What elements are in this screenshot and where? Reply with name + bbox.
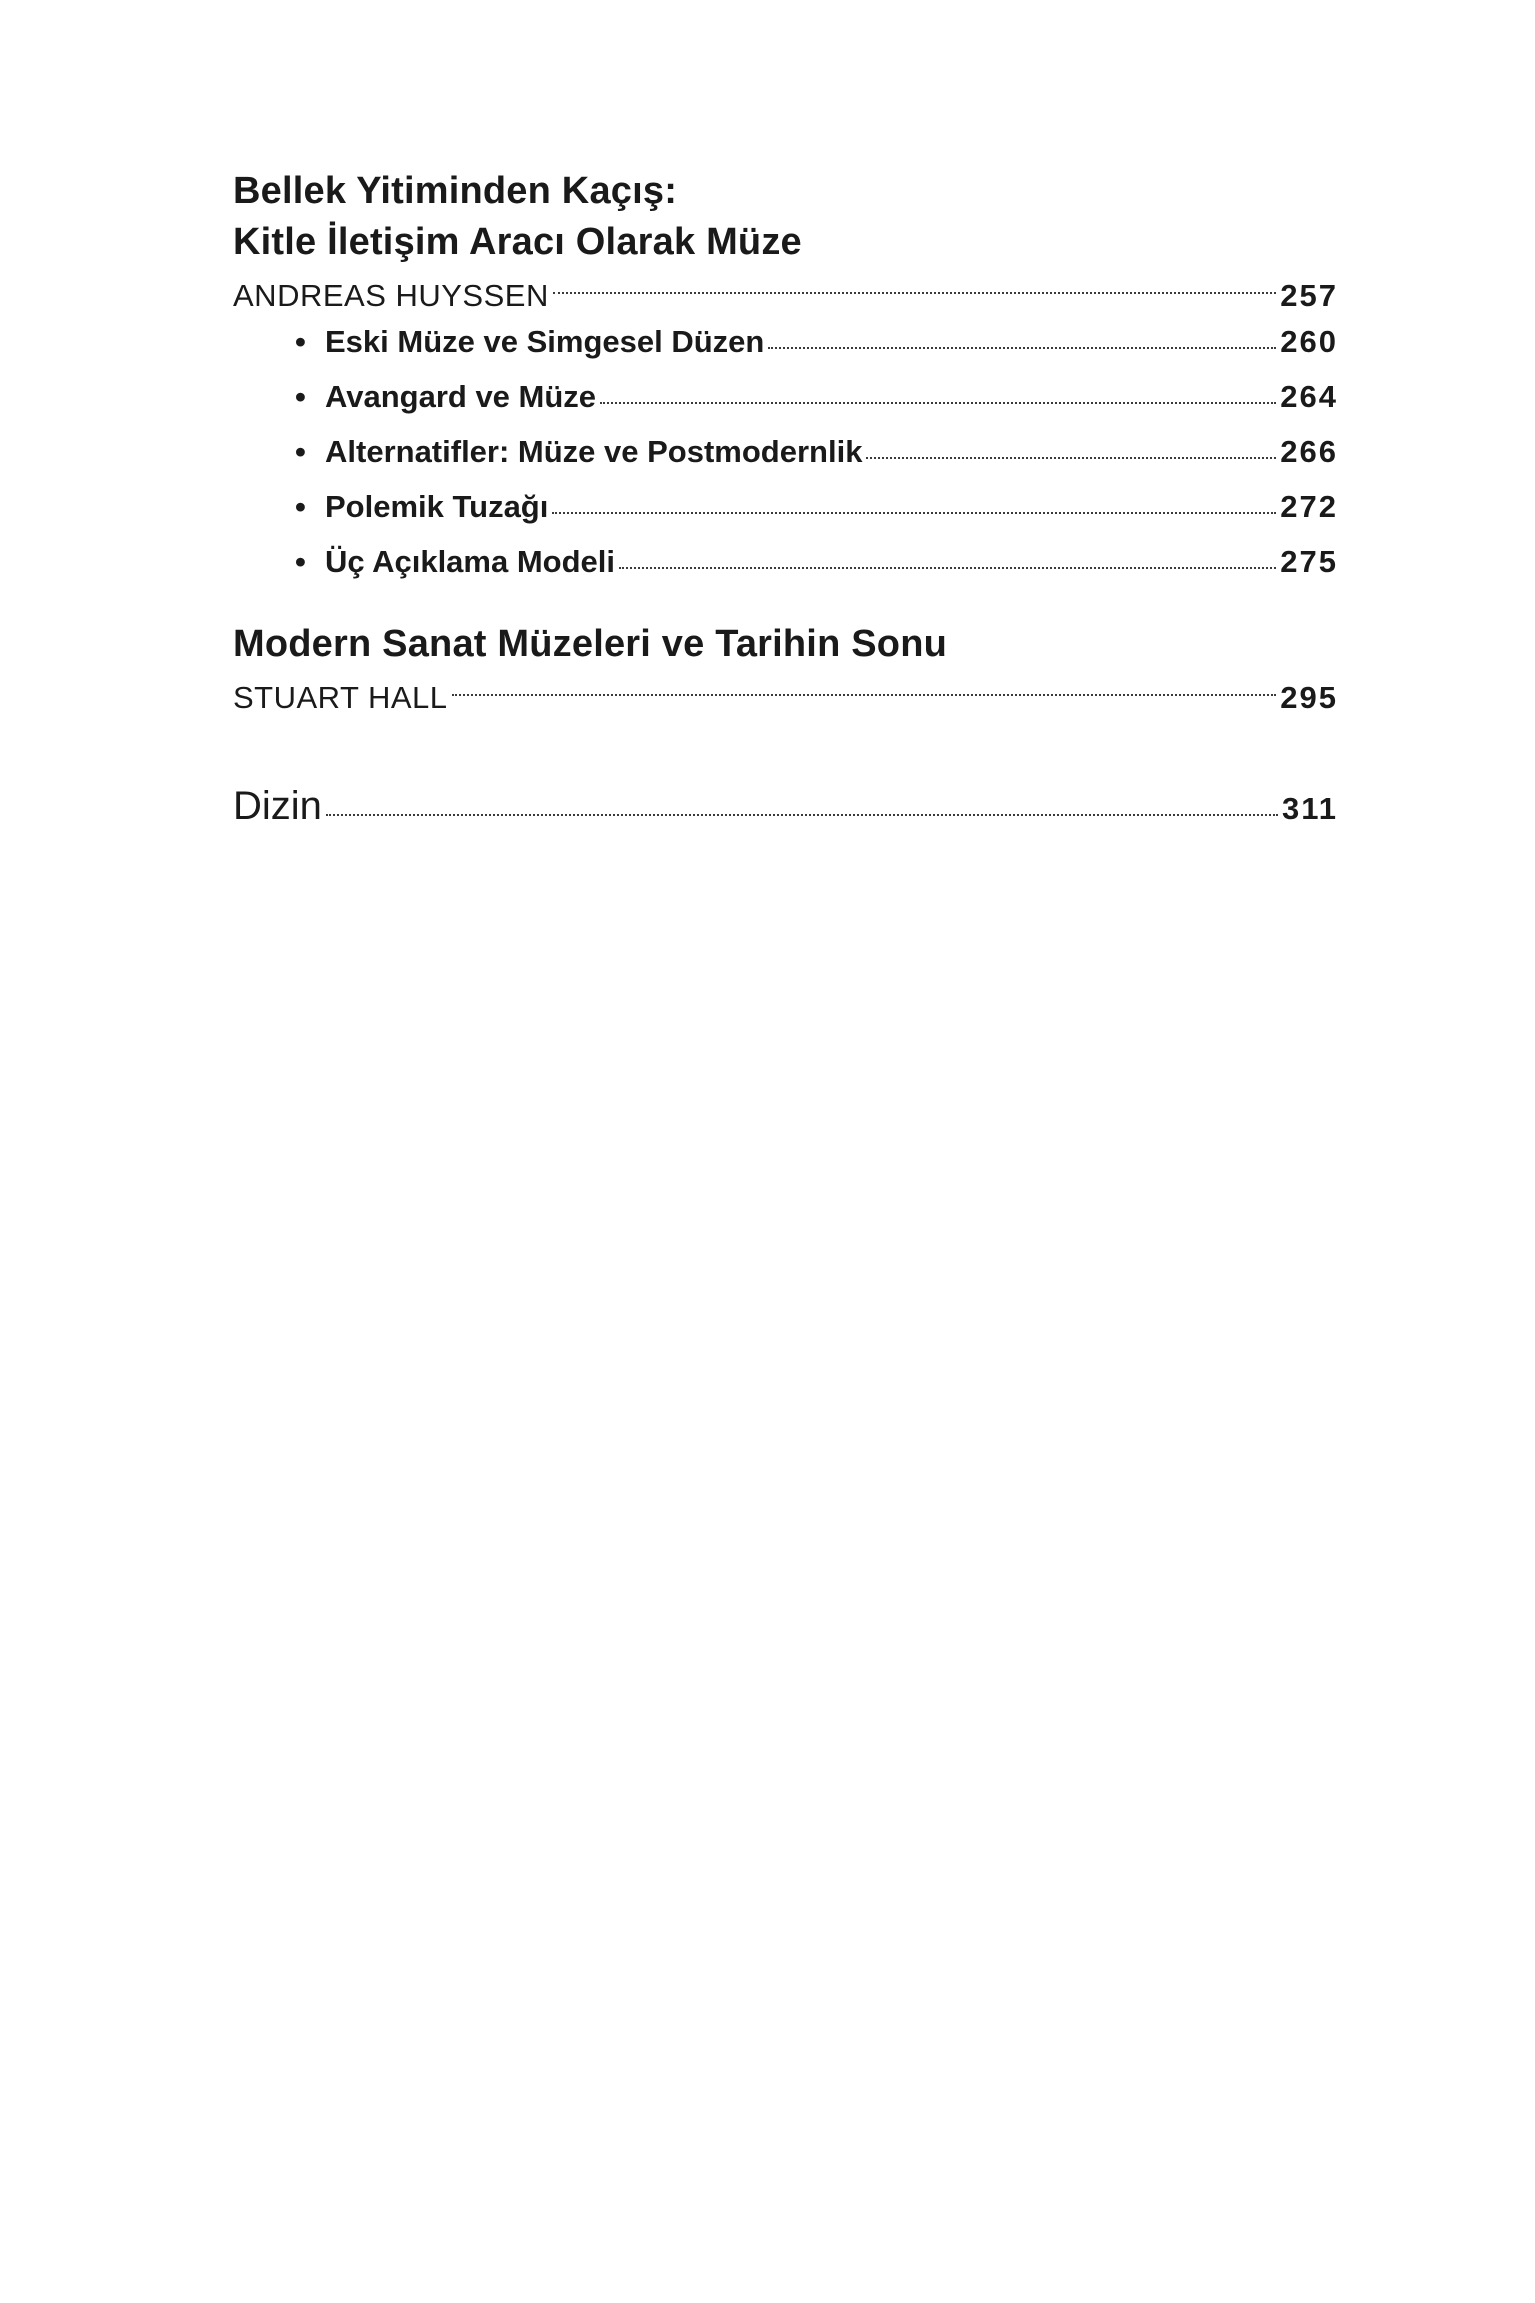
section-label bbox=[295, 489, 548, 525]
section-entry[interactable] bbox=[233, 544, 1338, 599]
section-title: Alternatifler: Müze ve Postmodernlik bbox=[325, 434, 863, 469]
chapter-title bbox=[233, 166, 1338, 268]
section-entry[interactable] bbox=[233, 434, 1338, 489]
chapter-entry bbox=[233, 619, 1338, 726]
index-entry[interactable] bbox=[233, 784, 1338, 844]
page-number: 260 bbox=[1280, 324, 1338, 359]
bullet-icon: • bbox=[295, 379, 306, 414]
index-label: Dizin bbox=[233, 784, 322, 828]
chapter-entry bbox=[233, 166, 1338, 599]
dot-leader bbox=[768, 347, 1276, 349]
page-number: 264 bbox=[1280, 379, 1338, 414]
section-entry[interactable] bbox=[233, 379, 1338, 434]
dot-leader bbox=[452, 694, 1277, 696]
dot-leader bbox=[600, 402, 1276, 404]
page-number: 272 bbox=[1280, 489, 1338, 524]
dot-leader bbox=[866, 457, 1276, 459]
chapter-author: ANDREAS HUYSSEN bbox=[233, 278, 549, 313]
chapter-title bbox=[233, 619, 1338, 670]
section-title: Eski Müze ve Simgesel Düzen bbox=[325, 324, 765, 359]
table-of-contents bbox=[233, 166, 1338, 844]
chapter-title-line: Bellek Yitiminden Kaçış: bbox=[233, 170, 678, 212]
chapter-title-line: Modern Sanat Müzeleri ve Tarihin Sonu bbox=[233, 623, 948, 665]
section-label bbox=[295, 544, 615, 580]
section-entry[interactable] bbox=[233, 324, 1338, 379]
chapter-author: STUART HALL bbox=[233, 680, 448, 715]
section-label bbox=[295, 434, 862, 470]
bullet-icon: • bbox=[295, 544, 306, 579]
page-number: 311 bbox=[1281, 791, 1338, 826]
chapter-author-line[interactable] bbox=[233, 670, 1338, 726]
section-entry[interactable] bbox=[233, 489, 1338, 544]
bullet-icon: • bbox=[295, 434, 306, 469]
page-number: 257 bbox=[1280, 278, 1338, 313]
dot-leader bbox=[326, 814, 1278, 816]
bullet-icon: • bbox=[295, 489, 306, 524]
bullet-icon: • bbox=[295, 324, 306, 359]
dot-leader bbox=[553, 292, 1276, 294]
section-label bbox=[295, 324, 764, 360]
section-title: Polemik Tuzağı bbox=[325, 489, 549, 524]
section-title: Üç Açıklama Modeli bbox=[325, 544, 616, 579]
page-number: 295 bbox=[1280, 680, 1338, 715]
chapter-author-line[interactable] bbox=[233, 268, 1338, 324]
chapter-title-line: Kitle İletişim Aracı Olarak Müze bbox=[233, 221, 802, 263]
dot-leader bbox=[619, 567, 1276, 569]
section-label bbox=[295, 379, 596, 415]
dot-leader bbox=[552, 512, 1276, 514]
page-number: 266 bbox=[1280, 434, 1338, 469]
section-title: Avangard ve Müze bbox=[325, 379, 597, 414]
page-number: 275 bbox=[1280, 544, 1338, 579]
